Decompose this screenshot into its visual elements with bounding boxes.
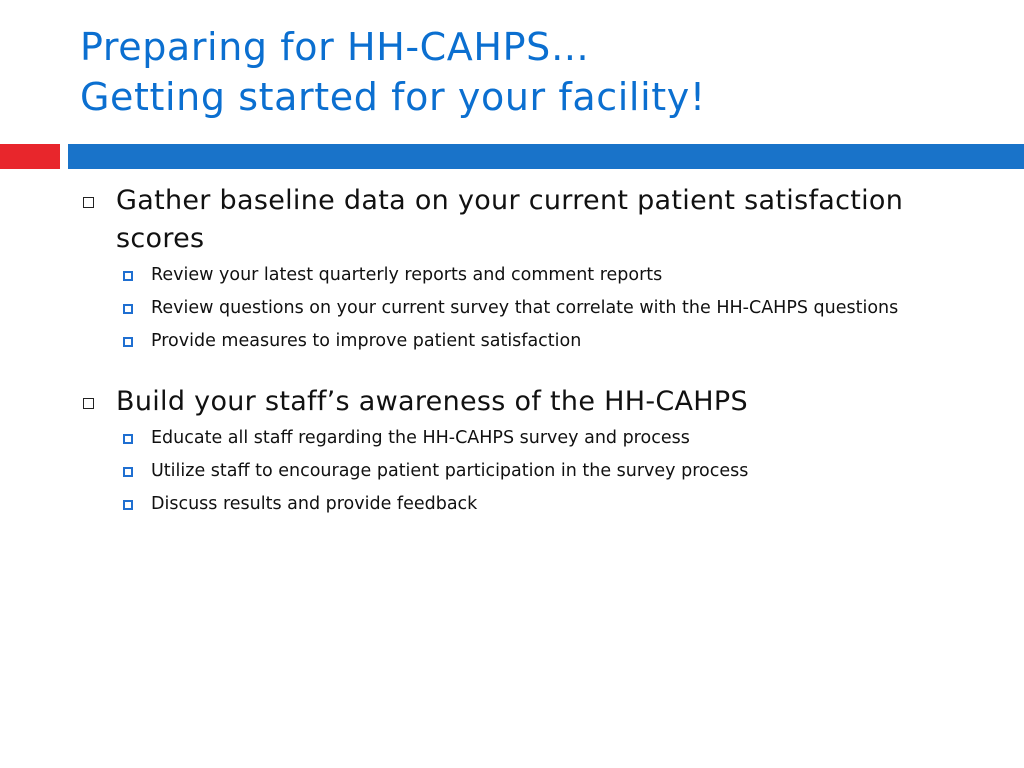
bullet-level1-baseline	[82, 182, 982, 258]
blue-square-bullet-icon	[123, 304, 133, 314]
sub-bullet-text: Review questions on your current survey that correlate with the HH-CAHPS questions	[151, 298, 899, 318]
sub-bullet-item	[118, 330, 982, 353]
bullet-content	[82, 182, 982, 526]
blue-square-bullet-icon	[123, 500, 133, 510]
bullet-text: Build your staff’s awareness of the HH-CAHPS	[116, 386, 748, 417]
sub-bullet-list	[118, 264, 982, 353]
bullet-group-baseline	[82, 182, 982, 353]
slide-title	[80, 22, 1000, 122]
blue-square-bullet-icon	[123, 271, 133, 281]
blue-square-bullet-icon	[123, 434, 133, 444]
sub-bullet-text: Review your latest quarterly reports and comment reports	[151, 265, 663, 285]
bullet-text: Gather baseline data on your current patient satisfaction scores	[116, 185, 904, 254]
hollow-square-bullet-icon	[83, 398, 94, 409]
hollow-square-bullet-icon	[83, 197, 94, 208]
bullet-group-awareness	[82, 383, 982, 516]
sub-bullet-item	[118, 460, 982, 483]
bullet-level1-awareness	[82, 383, 982, 421]
title-line-2: Getting started for your facility!	[80, 75, 706, 119]
blue-square-bullet-icon	[123, 337, 133, 347]
sub-bullet-text: Provide measures to improve patient satisfaction	[151, 331, 582, 351]
blue-square-bullet-icon	[123, 467, 133, 477]
sub-bullet-list	[118, 427, 982, 516]
sub-bullet-text: Educate all staff regarding the HH-CAHPS survey and process	[151, 428, 690, 448]
sub-bullet-item	[118, 297, 982, 320]
sub-bullet-item	[118, 427, 982, 450]
sub-bullet-item	[118, 493, 982, 516]
accent-bar-red	[0, 144, 60, 169]
title-line-1: Preparing for HH-CAHPS…	[80, 25, 590, 69]
sub-bullet-text: Discuss results and provide feedback	[151, 494, 478, 514]
accent-bar-blue	[68, 144, 1024, 169]
sub-bullet-item	[118, 264, 982, 287]
sub-bullet-text: Utilize staff to encourage patient participation in the survey process	[151, 461, 749, 481]
